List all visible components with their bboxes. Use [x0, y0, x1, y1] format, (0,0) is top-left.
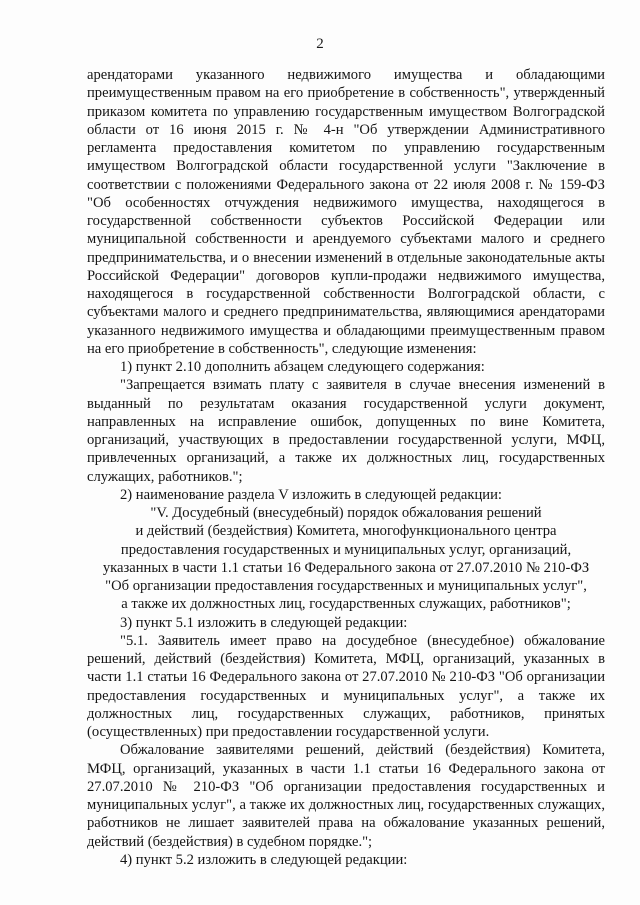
page-number: 2: [316, 36, 324, 52]
section-heading-line-3: предоставления государственных и муниципальных услуг, организаций,: [120, 541, 572, 558]
paragraph-item-4: 4) пункт 5.2 изложить в следующей редакции:: [120, 851, 408, 868]
paragraph-5-1: "5.1. Заявитель имеет право на досудебное (внесудебное) обжалование решений, действий (бездействия) Комитета, МФЦ, организаций, указанных в части 1.1 статьи 16 Федерального закона от 27.07.2010 № 210-ФЗ "Об организации предоставления государственных и муниципальных услуг", а также их должностных лиц, государственных служащих, работников, принятых (осуществленных) при предоставлении государственной услуги.: [87, 632, 605, 740]
section-heading-line-4: указанных в части 1.1 статьи 16 Федерального закона от 27.07.2010 № 210-ФЗ: [102, 559, 590, 576]
paragraph-item-2: 2) наименование раздела V изложить в следующей редакции:: [120, 486, 502, 503]
paragraph-appeal: Обжалование заявителями решений, действий (бездействия) Комитета, МФЦ, организаций, указанных в части 1.1 статьи 16 Федерального закона от 27.07.2010 № 210-ФЗ "Об организации предоставления государственных и муниципальных услуг", а также их должностных лиц, государственных служащих, работников не лишает заявителей права на обжалование указанных решений, действий (бездействия) в судебном порядке.";: [87, 742, 605, 850]
section-heading-line-2: и действий (бездействия) Комитета, многофункционального центра: [135, 523, 557, 540]
paragraph-item-1: 1) пункт 2.10 дополнить абзацем следующего содержания:: [120, 359, 485, 375]
section-heading-line-5: "Об организации предоставления государственных и муниципальных услуг",: [105, 578, 587, 594]
paragraph-quote-fee: "Запрещается взимать плату с заявителя в случае внесения изменений в выданный по результатам оказания государственной услуги документ, направленных на исправление ошибок, допущенных по вине Комитета, организаций, участвующих в предоставлении государственной услуги, МФЦ, привлеченных организаций, а также их должностных лиц, государственных служащих, работников.";: [87, 377, 605, 485]
paragraph-intro: арендаторами указанного недвижимого имущества и обладающими преимущественным правом на его приобретение в собственность", утвержденный приказом комитета по управлению государственным имуществом Волгоградской области от 16 июня 2015 г. № 4-н "Об утверждении Административного регламента предоставления комитетом по управлению государственным имуществом Волгоградской области государственной услуги "Заключение в соответствии с положениями Федерального закона от 22 июля 2008 г. № 159-ФЗ "Об особенностях отчуждения недвижимого имущества, находящегося в государственной собственности субъектов Российской Федерации или муниципальной собственности и арендуемого субъектами малого и среднего предпринимательства, и о внесении изменений в отдельные законодательные акты Российской Федерации" договоров купли-продажи недвижимого имущества, находящегося в государственной собственности Волгоградской области, с субъектами малого и среднего предпринимательства, являющимися арендаторами указанного недвижимого имущества и обладающими преимущественным правом на его приобретение в собственность", следующие изменения:: [87, 67, 605, 357]
section-heading-line-6: а также их должностных лиц, государственных служащих, работников";: [121, 596, 571, 613]
document-body: [87, 66, 605, 869]
paragraph-item-3: 3) пункт 5.1 изложить в следующей редакции:: [120, 614, 408, 631]
section-heading-line-1: "V. Досудебный (внесудебный) порядок обжалования решений: [150, 505, 542, 521]
